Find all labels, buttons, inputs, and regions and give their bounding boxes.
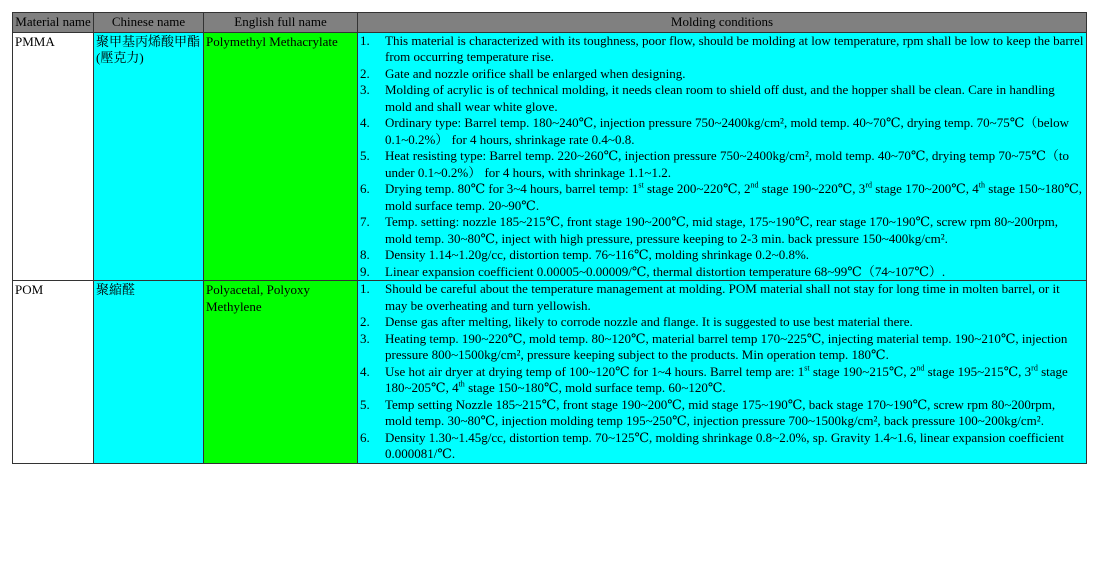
- molding-conditions-cell: [358, 281, 1087, 464]
- list-item-number: 8.: [360, 247, 370, 262]
- list-item-text: Temp. setting: nozzle 185~215℃, front stage 190~200℃, mid stage, 175~190℃, rear stage 170~190℃, screw rpm 80~200rpm, mold temp. 30~80℃, inject with high pressure, pressure keeping to 2-3 min. back pressure 150~400kg/cm².: [385, 214, 1058, 246]
- header-material-name: Material name: [13, 13, 94, 33]
- list-item-number: 7.: [360, 214, 370, 229]
- list-item-text: Use hot air dryer at drying temp of 100~120℃ for 1~4 hours. Barrel temp are: 1st stage 190~215℃, 2nd stage 195~215℃, 3rd stage 180~205℃, 4th stage 150~180℃, mold surface temp. 60~120℃.: [385, 363, 1068, 395]
- list-item-number: 4.: [360, 115, 370, 130]
- list-item-number: 6.: [360, 181, 370, 196]
- list-item: [358, 430, 1084, 463]
- list-item: [358, 82, 1084, 115]
- list-item-number: 2.: [360, 314, 370, 329]
- list-item: [358, 115, 1084, 148]
- list-item-text: Drying temp. 80℃ for 3~4 hours, barrel temp: 1st stage 200~220℃, 2nd stage 190~220℃, 3rd stage 170~200℃, 4th stage 150~180℃, mold surface temp. 20~90℃.: [385, 180, 1083, 213]
- list-item-text: Gate and nozzle orifice shall be enlarged when designing.: [385, 65, 686, 81]
- list-item: [358, 181, 1084, 214]
- list-item-number: 6.: [360, 429, 370, 445]
- list-item-text: Linear expansion coefficient 0.00005~0.00009/℃, thermal distortion temperature 68~99℃（74~107℃）.: [385, 263, 946, 279]
- list-item: [358, 281, 1084, 314]
- table-row: [13, 281, 1087, 464]
- list-item-number: 1.: [360, 281, 370, 296]
- list-item-text: Temp setting Nozzle 185~215℃, front stage 190~200℃, mid stage 175~190℃, back stage 170~190℃, screw rpm 80~200rpm, mold temp. 30~80℃, injection molding temp 195~250℃, injection pressure 700~1500kg/cm², back pressure 100~200kg/cm².: [385, 396, 1056, 428]
- table-row: [13, 32, 1087, 281]
- conditions-list: [358, 281, 1084, 463]
- conditions-list: [358, 33, 1084, 281]
- list-item: [358, 214, 1084, 247]
- material-name-cell: PMMA: [13, 32, 94, 281]
- list-item-number: 3.: [360, 330, 370, 346]
- english-name-cell: Polymethyl Methacrylate: [204, 32, 358, 281]
- list-item-number: 1.: [360, 32, 370, 48]
- header-row: [13, 13, 1087, 33]
- list-item-text: Should be careful about the temperature management at molding. POM material shall not stay for long time in molten barrel, or it may be overheating and turn yellowish.: [385, 281, 1060, 313]
- list-item: [358, 314, 1084, 331]
- list-item-text: This material is characterized with its toughness, poor flow, should be molding at low temperature, rpm shall be low to keep the barrel from occurring temperature rise.: [385, 32, 1084, 64]
- list-item-text: Ordinary type: Barrel temp. 180~240℃, injection pressure 750~2400kg/cm², mold temp. 40~70℃, drying temp. 70~75℃（below 0.1~0.2%） for 4 hours, shrinkage rate 0.4~0.8.: [385, 115, 1070, 147]
- list-item-text: Density 1.14~1.20g/cc, distortion temp. 76~116℃, molding shrinkage 0.2~0.8%.: [385, 247, 810, 262]
- list-item-text: Molding of acrylic is of technical molding, it needs clean room to shield off dust, and the hopper shall be clean. Care in handling mold and shall wear white glove.: [385, 82, 1055, 114]
- list-item-number: 5.: [360, 396, 370, 412]
- molding-conditions-table: [12, 12, 1087, 464]
- list-item: [358, 264, 1084, 281]
- molding-conditions-cell: [358, 32, 1087, 281]
- list-item: [358, 247, 1084, 264]
- list-item-number: 3.: [360, 82, 370, 97]
- chinese-name-cell: 聚甲基丙烯酸甲酯(壓克力): [94, 32, 204, 281]
- list-item-text: Dense gas after melting, likely to corrode nozzle and flange. It is suggested to use best material there.: [385, 314, 913, 329]
- list-item-number: 9.: [360, 263, 370, 279]
- list-item-text: Heating temp. 190~220℃, mold temp. 80~120℃, material barrel temp 170~225℃, injecting material temp. 190~210℃, injection pressure 800~1500kg/cm², pressure keeping subject to the products. Min operation temp. 180℃.: [385, 330, 1068, 362]
- list-item-number: 2.: [360, 65, 370, 81]
- list-item: [358, 33, 1084, 66]
- header-chinese-name: Chinese name: [94, 13, 204, 33]
- list-item-number: 4.: [360, 363, 370, 379]
- list-item-text: Heat resisting type: Barrel temp. 220~260℃, injection pressure 750~2400kg/cm², mold temp. 40~70℃, drying temp 70~75℃（to under 0.1~0.2%） for 4 hours, with shrinkage 1.1~1.2.: [385, 148, 1070, 180]
- list-item: [358, 148, 1084, 181]
- list-item: [358, 66, 1084, 83]
- header-english-full-name: English full name: [204, 13, 358, 33]
- list-item: [358, 397, 1084, 430]
- list-item: [358, 364, 1084, 397]
- list-item-number: 5.: [360, 148, 370, 163]
- chinese-name-cell: 聚縮醛: [94, 281, 204, 464]
- header-molding-conditions: Molding conditions: [358, 13, 1087, 33]
- material-name-cell: POM: [13, 281, 94, 464]
- english-name-cell: Polyacetal, Polyoxy Methylene: [204, 281, 358, 464]
- list-item-text: Density 1.30~1.45g/cc, distortion temp. 70~125℃, molding shrinkage 0.8~2.0%, sp. Gravity 1.4~1.6, linear expansion coefficient 0.000081/℃.: [385, 429, 1064, 461]
- list-item: [358, 331, 1084, 364]
